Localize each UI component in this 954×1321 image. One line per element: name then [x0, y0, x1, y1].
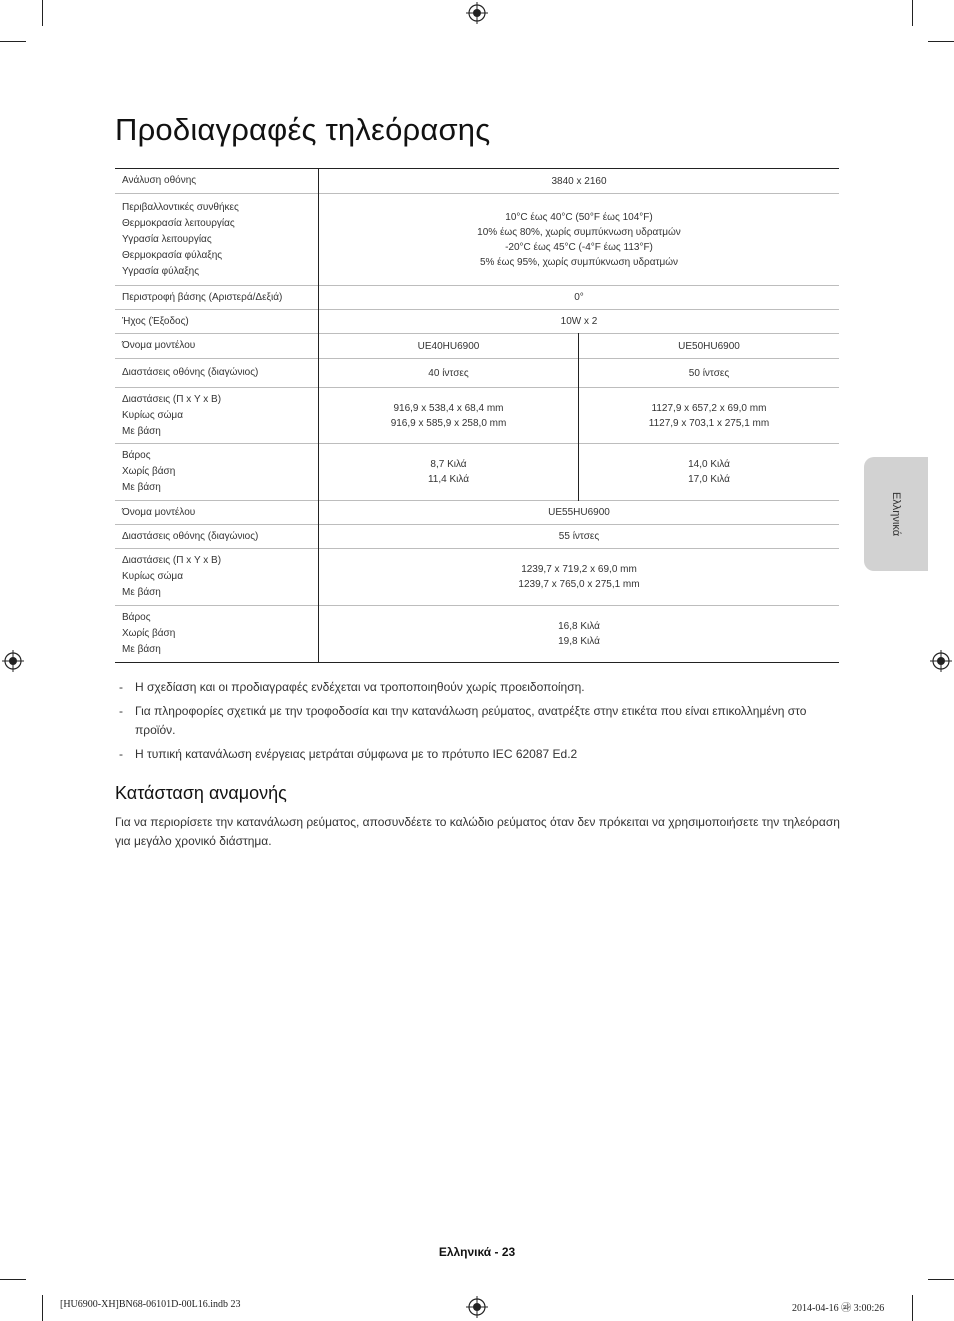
spec-value-cell [319, 310, 840, 334]
spec-value-cell [579, 388, 840, 444]
spec-value: 1127,9 x 657,2 x 69,0 mm [651, 402, 767, 414]
table-row [115, 549, 839, 606]
spec-value-cell [319, 286, 840, 310]
spec-label: Χωρίς βάση [122, 628, 176, 639]
table-row [115, 359, 839, 388]
spec-value-cell [579, 334, 840, 359]
section-body: Για να περιορίσετε την κατανάλωση ρεύματος, αποσυνδέετε το καλώδιο ρεύματος όταν δεν πρόκειται να χρησιμοποιήσετε την τηλεόραση για μεγάλο χρονικό διάστημα. [115, 815, 840, 848]
spec-table [115, 168, 839, 663]
spec-value: 1239,7 x 765,0 x 275,1 mm [518, 579, 640, 590]
spec-value: 14,0 Κιλά [688, 459, 730, 470]
note-item [115, 702, 839, 740]
registration-mark-icon [2, 650, 24, 672]
spec-label: Θερμοκρασία λειτουργίας [122, 217, 235, 229]
crop-mark [928, 1279, 954, 1280]
table-row [115, 501, 839, 525]
spec-label-cell [115, 286, 319, 310]
spec-value-cell [319, 388, 579, 444]
spec-label: Διαστάσεις (Π x Υ x Β) [122, 393, 222, 405]
spec-value-cell [319, 549, 840, 606]
registration-mark-icon [930, 650, 952, 672]
page-title: Προδιαγραφές τηλεόρασης [115, 112, 491, 147]
footer-date-info: 2014-04-16 ㉺ 3:00:26 [792, 1303, 885, 1314]
spec-label: Όνομα μοντέλου [122, 340, 196, 351]
note-bullet: - [119, 680, 123, 694]
spec-label: Με βάση [122, 644, 161, 655]
crop-mark [0, 1279, 26, 1280]
spec-value: 3840 x 2160 [551, 175, 607, 187]
spec-label: Διαστάσεις οθόνης (διαγώνιος) [122, 367, 259, 378]
spec-label: Με βάση [122, 587, 161, 598]
footer-file-info: [HU6900-XH]BN68-06101D-00L16.indb 23 [60, 1299, 241, 1310]
spec-value: UE40HU6900 [417, 340, 480, 352]
spec-value: 1239,7 x 719,2 x 69,0 mm [521, 564, 637, 575]
spec-value-cell [319, 501, 840, 525]
spec-value-cell [319, 606, 840, 663]
table-row [115, 606, 839, 663]
spec-label-cell [115, 501, 319, 525]
spec-label-cell [115, 388, 319, 444]
spec-value-cell [319, 444, 579, 501]
note-item [115, 745, 839, 764]
spec-label-cell [115, 359, 319, 388]
spec-label: Με βάση [122, 482, 161, 493]
spec-value: 10°C έως 40°C (50°F έως 104°F) [505, 211, 653, 223]
spec-label-cell [115, 549, 319, 606]
spec-label: Χωρίς βάση [122, 466, 176, 477]
spec-label-cell [115, 334, 319, 359]
spec-label-cell [115, 310, 319, 334]
spec-value-cell [319, 334, 579, 359]
spec-label: Διαστάσεις (Π x Υ x Β) [122, 555, 222, 566]
crop-mark [928, 41, 954, 42]
page-number: Ελληνικά - 23 [438, 1245, 516, 1259]
table-row [115, 169, 839, 194]
note-bullet: - [119, 704, 123, 718]
spec-value: -20°C έως 45°C (-4°F έως 113°F) [505, 241, 653, 253]
spec-value: 17,0 Κιλά [688, 474, 730, 485]
table-row [115, 286, 839, 310]
spec-label: Περιβαλλοντικές συνθήκες [122, 201, 239, 213]
spec-label: Ήχος (Έξοδος) [122, 315, 189, 327]
table-row [115, 334, 839, 359]
spec-label: Βάρος [122, 450, 151, 461]
spec-value: 19,8 Κιλά [558, 636, 600, 647]
language-side-tab [864, 457, 928, 571]
section-title: Κατάσταση αναμονής [115, 783, 287, 803]
table-row [115, 525, 839, 549]
spec-label: Διαστάσεις οθόνης (διαγώνιος) [122, 530, 259, 542]
language-side-tab-label: Ελληνικά [890, 491, 902, 537]
spec-label-cell [115, 194, 319, 286]
spec-label: Κυρίως σώμα [122, 571, 183, 582]
note-text: Η τυπική κατανάλωση ενέργειας μετράται σύμφωνα με το πρότυπο IEC 62087 Ed.2 [135, 747, 578, 761]
spec-label-cell [115, 444, 319, 501]
note-bullet: - [119, 747, 123, 761]
table-row [115, 194, 839, 286]
crop-mark [912, 1295, 913, 1321]
spec-label: Με βάση [122, 425, 161, 437]
spec-label-cell [115, 525, 319, 549]
spec-value: 10W x 2 [560, 316, 598, 327]
spec-label-cell [115, 169, 319, 194]
spec-value: 16,8 Κιλά [558, 621, 600, 632]
spec-label: Υγρασία λειτουργίας [122, 233, 212, 245]
spec-value: 10% έως 80%, χωρίς συμπύκνωση υδρατμών [477, 226, 681, 238]
spec-label: Ανάλυση οθόνης [122, 175, 197, 186]
spec-value: 0° [574, 292, 584, 303]
table-row [115, 388, 839, 444]
spec-value-cell [579, 444, 840, 501]
crop-mark [912, 0, 913, 26]
table-row [115, 444, 839, 501]
spec-value: 8,7 Κιλά [430, 459, 467, 470]
spec-label-cell [115, 606, 319, 663]
spec-value: 55 ίντσες [558, 531, 600, 542]
spec-label: Όνομα μοντέλου [122, 506, 196, 518]
crop-mark [42, 0, 43, 26]
spec-value-cell [319, 169, 840, 194]
notes-list [115, 678, 839, 769]
spec-value-cell [319, 194, 840, 286]
spec-value: 916,9 x 585,9 x 258,0 mm [390, 417, 507, 429]
spec-value: UE55HU6900 [548, 507, 610, 518]
spec-value: 40 ίντσες [428, 367, 469, 379]
spec-value: 1127,9 x 703,1 x 275,1 mm [648, 417, 770, 429]
spec-value: 11,4 Κιλά [427, 474, 470, 485]
spec-label: Βάρος [122, 612, 151, 623]
spec-value-cell [579, 359, 840, 388]
spec-value: 916,9 x 538,4 x 68,4 mm [393, 402, 504, 414]
crop-mark [0, 41, 26, 42]
note-text: Για πληροφορίες σχετικά με την τροφοδοσία και την κατανάλωση ρεύματος, ανατρέξτε στην ετικέτα που είναι επικολλημένη στο προϊόν. [135, 704, 807, 737]
registration-mark-icon [466, 2, 488, 24]
spec-value: 5% έως 95%, χωρίς συμπύκνωση υδρατμών [479, 256, 679, 268]
note-item [115, 678, 839, 697]
spec-value: 50 ίντσες [688, 367, 730, 379]
spec-value-cell [319, 359, 579, 388]
note-text: Η σχεδίαση και οι προδιαγραφές ενδέχεται να τροποποιηθούν χωρίς προειδοποίηση. [135, 680, 585, 694]
table-row [115, 310, 839, 334]
crop-mark [42, 1295, 43, 1321]
spec-value-cell [319, 525, 840, 549]
spec-label: Κυρίως σώμα [122, 409, 183, 421]
spec-label: Θερμοκρασία φύλαξης [122, 249, 223, 261]
spec-value: UE50HU6900 [678, 340, 740, 352]
spec-label: Περιστροφή βάσης (Αριστερά/Δεξιά) [122, 291, 283, 303]
spec-label: Υγρασία φύλαξης [122, 265, 200, 277]
registration-mark-icon [466, 1296, 488, 1318]
